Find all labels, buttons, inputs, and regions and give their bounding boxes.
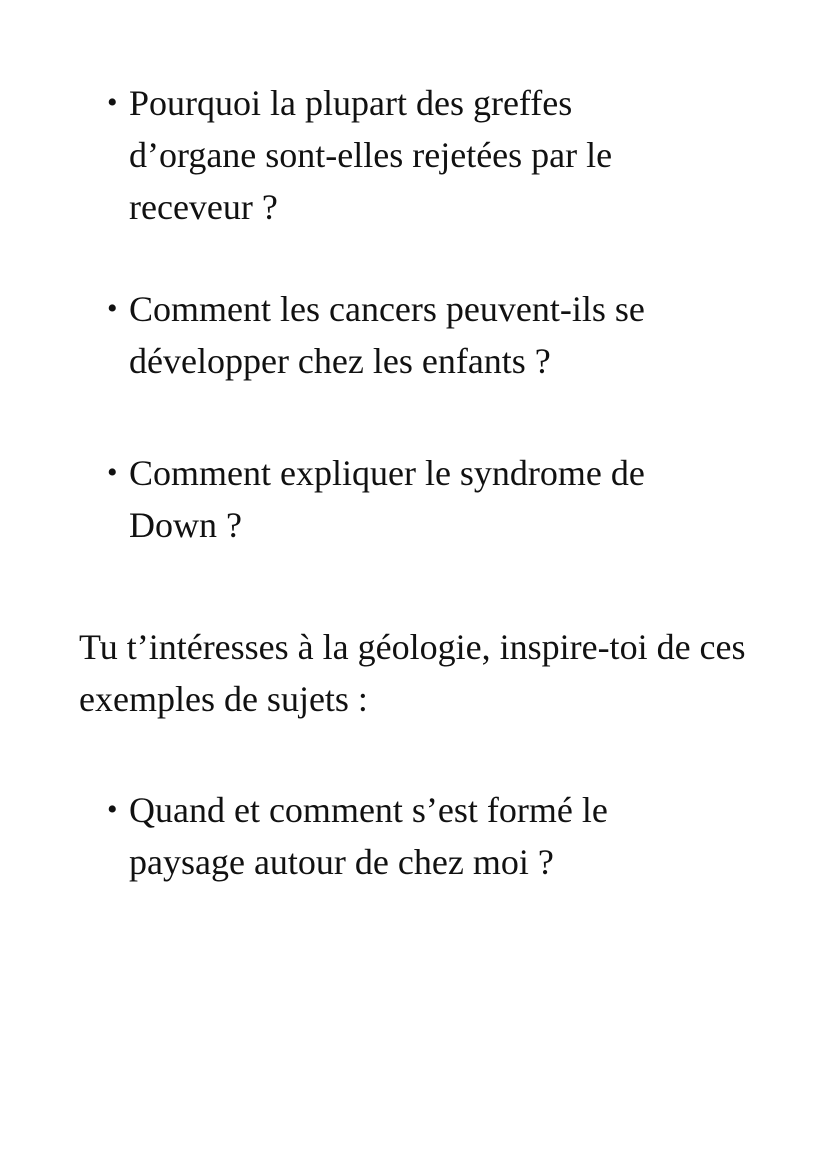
bullet-dot-icon: • — [107, 456, 118, 489]
bullet-text: Quand et comment s’est formé le paysage autour de chez moi ? — [129, 790, 608, 882]
bullet-text: Pourquoi la plupart des greffes d’organe sont-elles rejetées par le receveur ? — [129, 83, 613, 227]
bullet-item — [105, 447, 795, 551]
bullet-dot-icon: • — [107, 86, 118, 119]
bullet-list — [105, 283, 795, 387]
bullet-item — [105, 283, 795, 387]
bullet-list — [105, 784, 795, 888]
bullet-dot-icon: • — [107, 793, 118, 826]
bullet-text: Comment les cancers peuvent-ils se développer chez les enfants ? — [129, 289, 645, 381]
bullet-list — [105, 77, 795, 233]
bullet-item — [105, 784, 795, 888]
bullet-item — [105, 77, 795, 233]
bullet-text: Comment expliquer le syndrome de Down ? — [129, 453, 645, 545]
intro-paragraph: Tu t’intéresses à la géologie, inspire-toi de ces exemples de sujets : — [79, 627, 746, 719]
bullet-list — [105, 447, 795, 551]
bullet-dot-icon: • — [107, 292, 118, 325]
